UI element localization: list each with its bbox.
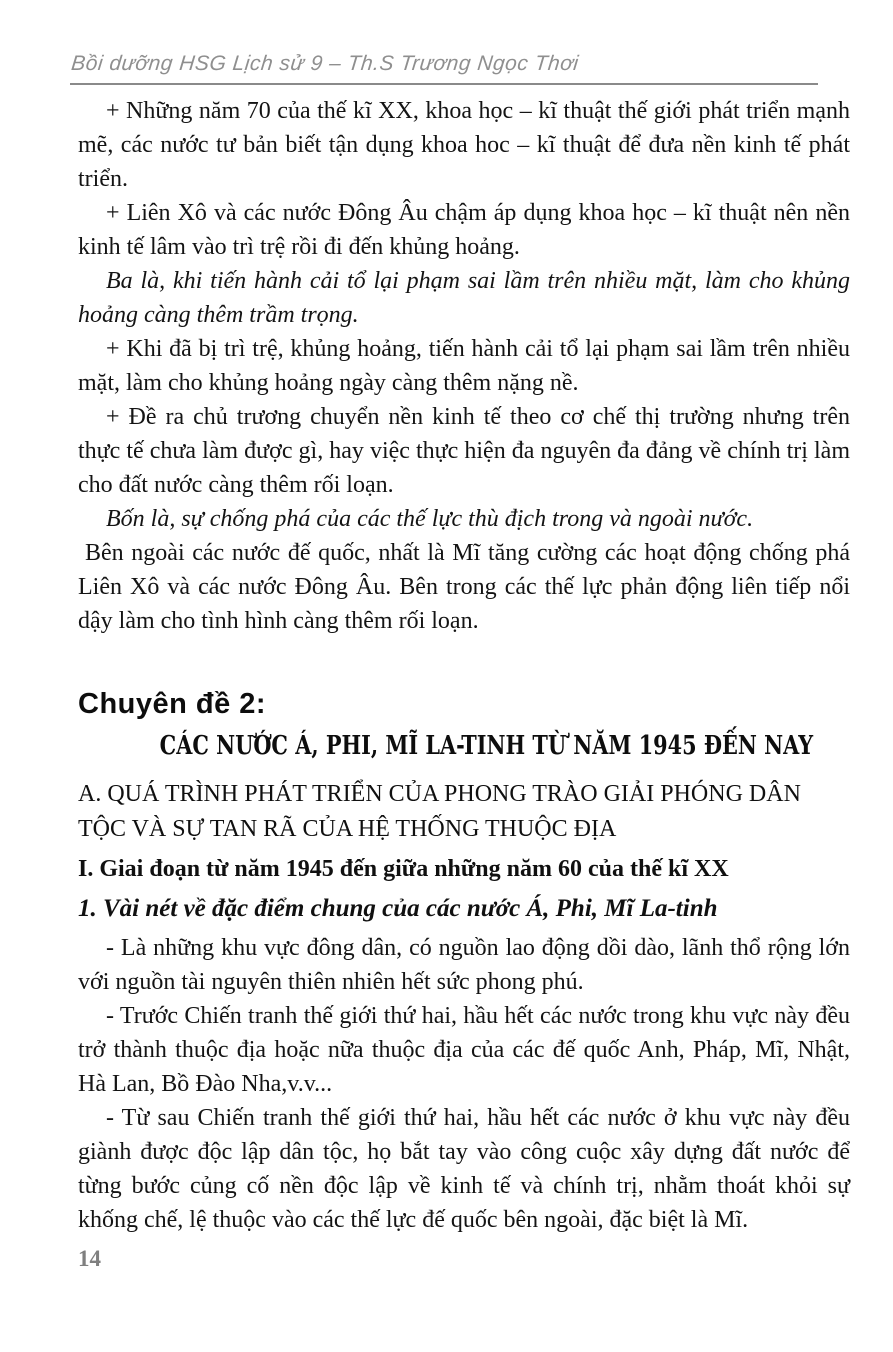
page-content (78, 94, 850, 1237)
chapter-title-wrap (78, 731, 850, 761)
chapter-label: Chuyên đề 2: (78, 688, 267, 720)
paragraph: - Là những khu vực đông dân, có nguồn lao động dồi dào, lãnh thổ rộng lớn với nguồn tài nguyên thiên nhiên hết sức phong phú. (78, 935, 850, 995)
paragraph: + Liên Xô và các nước Đông Âu chậm áp dụng khoa học – kĩ thuật nên nền kinh tế lâm vào trì trệ rồi đi đến khủng hoảng. (78, 200, 850, 260)
paragraph: + Khi đã bị trì trệ, khủng hoảng, tiến hành cải tổ lại phạm sai lầm trên nhiều mặt, làm cho khủng hoảng ngày càng thêm nặng nề. (78, 336, 850, 396)
page-number: 14 (78, 1246, 101, 1271)
section-a-heading: A. QUÁ TRÌNH PHÁT TRIỂN CỦA PHONG TRÀO GIẢI PHÓNG DÂN TỘC VÀ SỰ TAN RÃ CỦA HỆ THỐNG THUỘC ĐỊA (78, 781, 801, 842)
paragraph: - Từ sau Chiến tranh thế giới thứ hai, hầu hết các nước ở khu vực này đều giành được độc lập dân tộc, họ bắt tay vào công cuộc xây dựng đất nước để từng bước củng cố nền độc lập về kinh tế và chính trị, nhằm thoát khỏi sự khống chế, lệ thuộc vào các thế lực đế quốc bên ngoài, đặc biệt là Mĩ. (78, 1105, 850, 1233)
paragraph: Bốn là, sự chống phá của các thế lực thù địch trong và ngoài nước. (106, 506, 754, 532)
paragraph: Ba là, khi tiến hành cải tổ lại phạm sai lầm trên nhiều mặt, làm cho khủng hoảng càng thêm trầm trọng. (78, 268, 850, 328)
bullet-points (78, 931, 850, 1237)
paragraph: Bên ngoài các nước đế quốc, nhất là Mĩ tăng cường các hoạt động chống phá Liên Xô và các nước Đông Âu. Bên trong các thế lực phản động liên tiếp nổi dậy làm cho tình hình càng thêm rối loạn. (78, 540, 850, 634)
subsection-1-heading: 1. Vài nét về đặc điểm chung của các nước Á, Phi, Mĩ La-tinh (78, 895, 718, 922)
paragraph: + Đề ra chủ trương chuyển nền kinh tế theo cơ chế thị trường nhưng trên thực tế chưa làm được gì, hay việc thực hiện đa nguyên đa đảng về chính trị làm cho đất nước càng thêm rối loạn. (78, 404, 850, 498)
header-title: Bồi dưỡng HSG Lịch sử 9 – Th.S Trương Ngọc Thơi (70, 52, 580, 75)
section-i-heading: I. Giai đoạn từ năm 1945 đến giữa những năm 60 của thế kĩ XX (78, 856, 729, 882)
paragraph: - Trước Chiến tranh thế giới thứ hai, hầu hết các nước trong khu vực này đều trở thành thuộc địa hoặc nữa thuộc địa của các đế quốc Anh, Pháp, Mĩ, Nhật, Hà Lan, Bồ Đào Nha,v.v... (78, 1003, 850, 1097)
paragraph: + Những năm 70 của thế kĩ XX, khoa học – kĩ thuật thế giới phát triển mạnh mẽ, các nước tư bản biết tận dụng khoa hoc – kĩ thuật để đưa nền kinh tế phát triển. (78, 98, 850, 192)
page-header (70, 52, 818, 85)
chapter-title: CÁC NƯỚC Á, PHI, MĨ LA-TINH TỪ NĂM 1945 ĐẾN NAY (159, 731, 814, 761)
